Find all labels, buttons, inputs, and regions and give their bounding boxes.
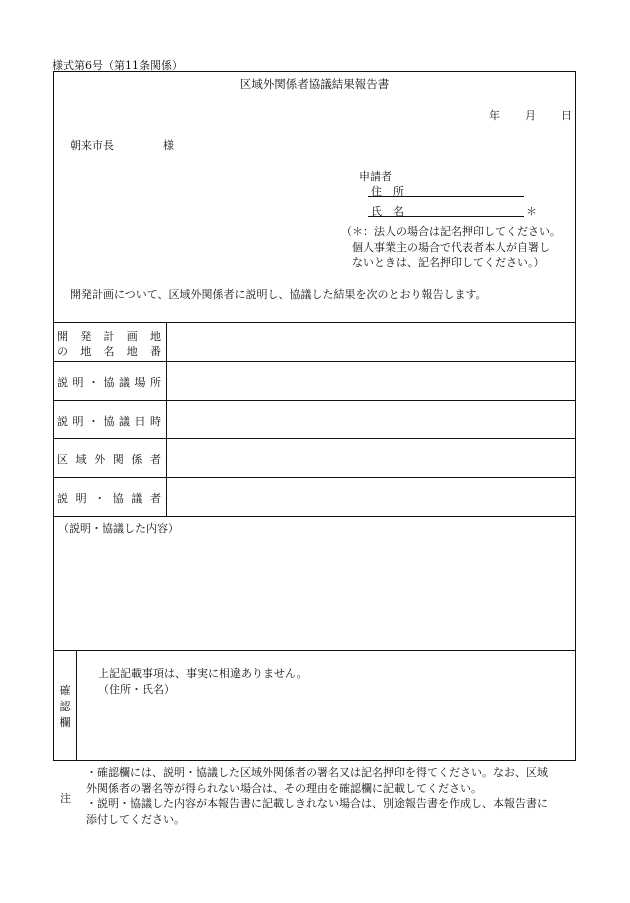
row-label-char: 説 bbox=[57, 492, 68, 505]
row-label-char: 区 bbox=[57, 453, 68, 466]
intro-text: 開発計画について、区域外関係者に説明し、協議した結果を次のとおり報告します。 bbox=[70, 288, 487, 301]
row-label-char: ・ bbox=[88, 415, 99, 428]
row-label-char: 協 bbox=[103, 415, 115, 428]
confirmation-vertical-label: 確認欄 bbox=[59, 684, 71, 729]
confirmation-statement-block bbox=[98, 666, 308, 698]
row-label-char: 計 bbox=[103, 330, 115, 343]
applicant-heading: 申請者 bbox=[359, 170, 392, 183]
seal-note-line3: ないときは、記名押印してください。） bbox=[352, 256, 545, 269]
row-label-char: 関 bbox=[112, 453, 124, 466]
row-label-char: 時 bbox=[150, 415, 161, 428]
row-label-char: ・ bbox=[88, 376, 99, 389]
row-label-char: の bbox=[57, 345, 68, 358]
date-month: 月 bbox=[525, 109, 536, 122]
note-item2-line1: ・説明・協議した内容が本報告書に記載しきれない場合は、別途報告書を作成し、本報告書に bbox=[86, 797, 548, 810]
row-label-char: 開 bbox=[57, 330, 68, 343]
confirmation-statement: 上記記載事項は、事実に相違ありません。 bbox=[98, 667, 308, 680]
row-label-outside-party bbox=[57, 451, 161, 467]
note-item1-line1: ・確認欄には、説明・協議した区域外関係者の署名又は記名押印を得てください。なお、区域 bbox=[86, 766, 548, 779]
row-label-char: 者 bbox=[149, 492, 161, 505]
table-rule bbox=[53, 438, 576, 439]
row-label-char: 明 bbox=[75, 492, 87, 505]
notes-mark: 注 bbox=[60, 792, 71, 805]
row-label-char: 外 bbox=[94, 453, 106, 466]
applicant-name-line[interactable] bbox=[368, 216, 524, 217]
row-label-char: 議 bbox=[119, 376, 130, 389]
confirm-column-rule bbox=[76, 650, 77, 761]
table-rule bbox=[53, 650, 576, 651]
form-number-label: 様式第6号（第11条関係） bbox=[52, 59, 183, 72]
note-item1-line2: 外関係者の署名等が得られない場合は、その理由を確認欄に記載してください。 bbox=[86, 781, 482, 795]
date-year: 年 bbox=[489, 109, 500, 122]
row-label-char: 所 bbox=[150, 376, 161, 389]
row-label-char: 画 bbox=[126, 330, 138, 343]
row-label-char: 明 bbox=[72, 415, 84, 428]
table-rule bbox=[53, 477, 576, 478]
form-title: 区域外関係者協議結果報告書 bbox=[239, 77, 390, 91]
table-column-rule bbox=[166, 322, 167, 516]
row-label-char: 者 bbox=[149, 453, 161, 466]
row-label-char: 協 bbox=[112, 492, 124, 505]
row-label-char: 番 bbox=[150, 345, 161, 358]
row-label-char: 議 bbox=[131, 492, 143, 505]
row-label-char: 説 bbox=[57, 376, 68, 389]
content-area[interactable] bbox=[58, 538, 572, 646]
seal-note bbox=[341, 224, 577, 271]
row-label-char: 名 bbox=[103, 345, 115, 358]
row-label-char: 発 bbox=[80, 330, 92, 343]
seal-note-line2: 個人事業主の場合で代表者本人が自署し bbox=[352, 240, 550, 254]
row-label-site-line1 bbox=[57, 328, 161, 344]
row-label-char: 域 bbox=[75, 453, 87, 466]
content-section-label: （説明・協議した内容） bbox=[58, 522, 179, 535]
table-rule bbox=[53, 322, 576, 323]
addressee-name: 朝来市長 bbox=[70, 139, 114, 152]
notes-block bbox=[86, 765, 576, 827]
row-label-char: 議 bbox=[119, 415, 130, 428]
confirmation-sign-area[interactable] bbox=[82, 700, 572, 756]
row-label-negotiator bbox=[57, 490, 161, 506]
applicant-address-line[interactable] bbox=[368, 196, 524, 197]
row-label-char: 係 bbox=[131, 453, 143, 466]
row-label-char: 地 bbox=[80, 345, 92, 358]
table-rule bbox=[53, 400, 576, 401]
row-label-char: 日 bbox=[134, 415, 146, 428]
table-rule bbox=[53, 361, 576, 362]
applicant-asterisk: ＊ bbox=[526, 205, 537, 218]
note-item2-line2: 添付してください。 bbox=[86, 812, 185, 826]
row-label-char: 地 bbox=[126, 345, 138, 358]
date-day: 日 bbox=[561, 109, 572, 122]
addressee-honorific: 様 bbox=[163, 139, 174, 152]
row-label-site-line2 bbox=[57, 343, 161, 359]
row-label-char: 説 bbox=[57, 415, 68, 428]
row-label-char: 明 bbox=[72, 376, 84, 389]
row-label-char: ・ bbox=[94, 492, 106, 505]
row-label-char: 協 bbox=[103, 376, 115, 389]
row-label-place bbox=[57, 374, 161, 390]
table-rule bbox=[53, 516, 576, 517]
row-label-char: 地 bbox=[150, 330, 161, 343]
row-label-datetime bbox=[57, 413, 161, 429]
applicant-name-label: 氏 名 bbox=[371, 205, 404, 218]
row-label-char: 場 bbox=[134, 376, 146, 389]
seal-note-line1: （＊：法人の場合は記名押印してください。 bbox=[341, 225, 561, 238]
applicant-address-label: 住 所 bbox=[371, 185, 404, 198]
confirmation-sub: （住所・氏名） bbox=[98, 683, 175, 696]
